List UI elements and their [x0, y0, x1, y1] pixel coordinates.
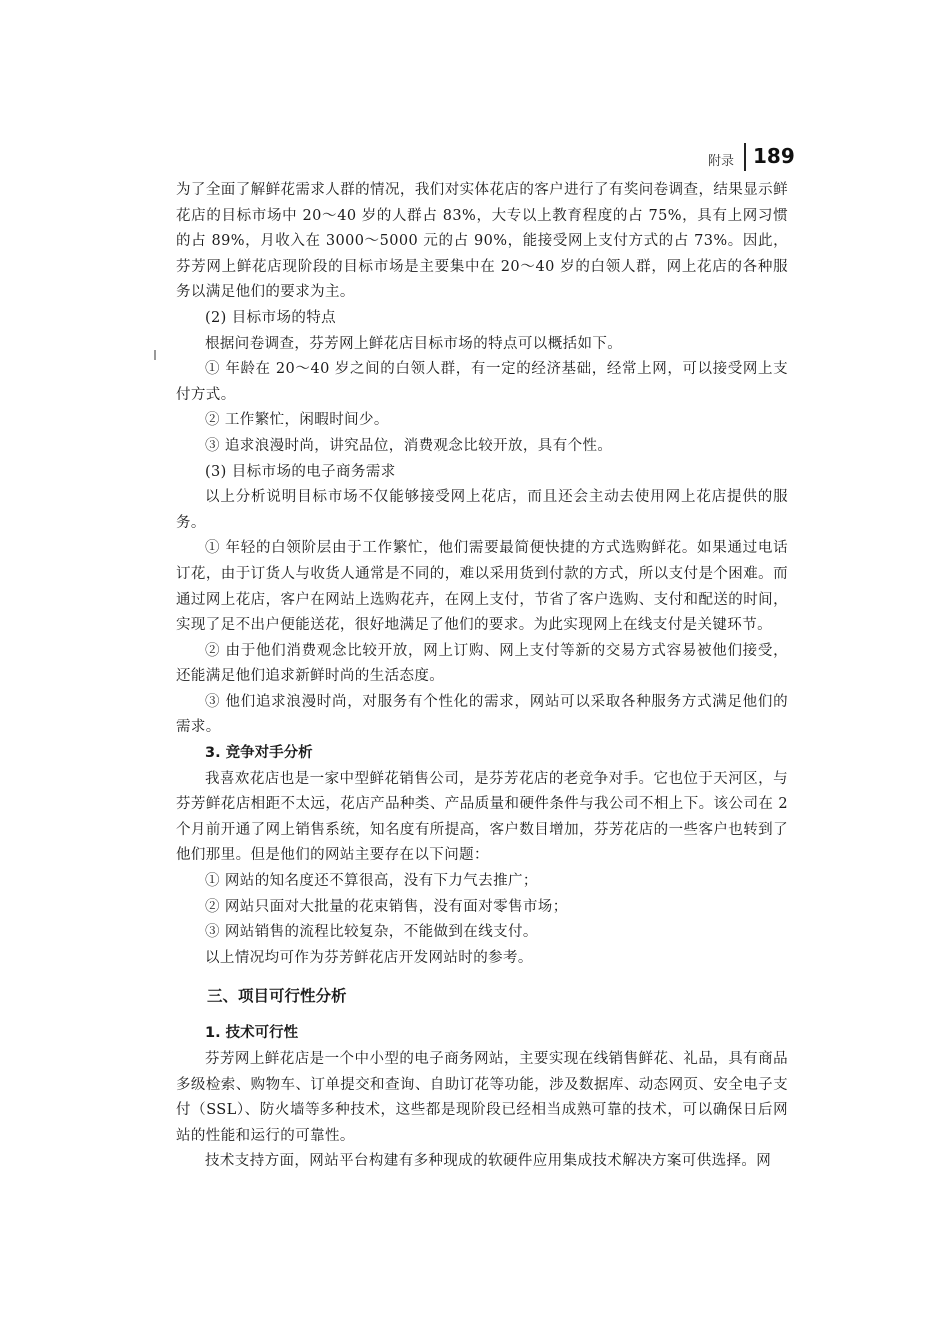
- paragraph: 以上情况均可作为芬芳鲜花店开发网站时的参考。: [205, 949, 533, 966]
- paragraph: 以上分析说明目标市场不仅能够接受网上花店，而且还会主动去使用网上花店提供的服务。: [176, 489, 788, 531]
- list-item: ③ 他们追求浪漫时尚，对服务有个性化的需求，网站可以采取各种服务方式满足他们的需求。: [176, 693, 788, 736]
- page-body: [176, 178, 788, 1175]
- list-item: ① 网站的知名度还不算很高，没有下力气去推广；: [205, 873, 538, 890]
- running-header: [700, 143, 800, 173]
- subheading-target-features: (2) 目标市场的特点: [205, 309, 337, 326]
- margin-mark: [154, 350, 156, 360]
- list-item: ② 网站只面对大批量的花束销售，没有面对零售市场；: [205, 898, 568, 915]
- list-item: ① 年轻的白领阶层由于工作繁忙，他们需要最简便快捷的方式选购鲜花。如果通过电话订花，由于订货人与收货人通常是不同的，难以采用货到付款的方式，所以支付是个困难。而通过网上花店，客户在网站上选购花卉，在网上支付，节省了客户选购、支付和配送的时间，实现了足不出户便能送花，很好地满足了他们的要求。为此实现网上在线支付是关键环节。: [176, 540, 788, 634]
- paragraph: 芬芳网上鲜花店是一个中小型的电子商务网站，主要实现在线销售鲜花、礼品，具有商品多级检索、购物车、订单提交和查询、自助订花等功能，涉及数据库、动态网页、安全电子支付（SSL）、防火墙等多种技术，这些都是现阶段已经相当成熟可靠的技术，可以确保日后网站的性能和运行的可靠性。: [176, 1051, 788, 1144]
- list-item: ② 由于他们消费观念比较开放，网上订购、网上支付等新的交易方式容易被他们接受，还能满足他们追求新鲜时尚的生活态度。: [176, 642, 788, 685]
- paragraph: 为了全面了解鲜花需求人群的情况，我们对实体花店的客户进行了有奖问卷调查，结果显示鲜花店的目标市场中 20～40 岁的人群占 83%，大专以上教育程度的占 75%，具有上网习惯的占 89%，月收入在 3000～5000 元的占 90%，能接受网上支付方式的占 73%。因此，芬芳网上鲜花店现阶段的目标市场是主要集中在 20～40 岁的白领人群，网上花店的各种服务以满足他们的要求为主。: [176, 182, 788, 301]
- list-item: ③ 追求浪漫时尚，讲究品位，消费观念比较开放，具有个性。: [205, 437, 613, 454]
- paragraph: 技术支持方面，网站平台构建有多种现成的软硬件应用集成技术解决方案可供选择。网: [205, 1153, 772, 1170]
- list-item: ① 年龄在 20～40 岁之间的白领人群，有一定的经济基础，经常上网，可以接受网上支付方式。: [176, 361, 788, 403]
- subheading-ecommerce-needs: (3) 目标市场的电子商务需求: [205, 463, 396, 480]
- paragraph: 我喜欢花店也是一家中型鲜花销售公司，是芬芳花店的老竞争对手。它也位于天河区，与芬芳鲜花店相距不太远，花店产品种类、产品质量和硬件条件与我公司不相上下。该公司在 2 个月前开通了网上销售系统，知名度有所提高，客户数目增加，芬芳花店的一些客户也转到了他们那里。但是他们的网站主要存在以下问题：: [176, 770, 788, 864]
- header-section-label: 附录: [708, 154, 735, 169]
- list-item: ② 工作繁忙，闲暇时间少。: [205, 412, 389, 429]
- section-heading-technical-feasibility: 1. 技术可行性: [205, 1025, 299, 1042]
- paragraph: 根据问卷调查，芬芳网上鲜花店目标市场的特点可以概括如下。: [205, 335, 623, 352]
- list-item: ③ 网站销售的流程比较复杂，不能做到在线支付。: [205, 924, 538, 941]
- section-heading-competitor-analysis: 3. 竞争对手分析: [205, 745, 313, 762]
- page-number: 189: [753, 144, 795, 168]
- header-divider: [744, 143, 746, 171]
- chapter-heading-feasibility: 三、项目可行性分析: [207, 987, 347, 1006]
